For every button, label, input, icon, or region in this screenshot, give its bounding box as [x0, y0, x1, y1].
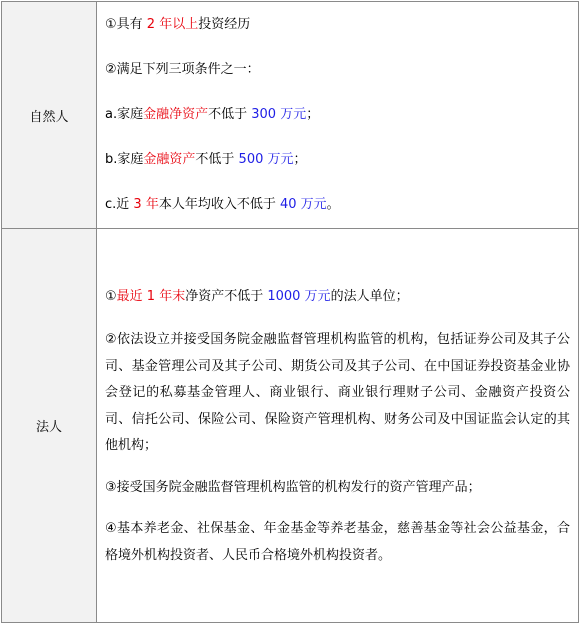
investor-criteria-table: [1, 1, 579, 623]
legal-person-item-1: [105, 282, 570, 312]
table-row-legal-person: [2, 229, 579, 623]
natural-person-condition-a: [105, 100, 570, 130]
highlight-term: 金融净资产: [143, 107, 209, 122]
text: ；: [293, 152, 307, 167]
legal-person-item-3: ③接受国务院金融监督管理机构监管的机构发行的资产管理产品；: [105, 479, 481, 495]
highlight-amount: 300 万元: [251, 107, 307, 122]
text: a.家庭: [105, 107, 144, 122]
text: 不低于: [195, 152, 239, 167]
highlight-amount: 40 万元: [279, 197, 327, 212]
natural-person-item-2: ②满足下列三项条件之一：: [105, 62, 260, 77]
text: 不低于: [208, 107, 252, 122]
highlight-amount: 1000 万元: [267, 289, 331, 304]
text: ①具有: [105, 17, 147, 32]
legal-person-item-4: ④基本养老金、社保基金、年金基金等养老基金，慈善基金等社会公益基金，合格境外机构投资者、人民币合格境外机构投资者。: [105, 521, 570, 563]
text: 。: [326, 197, 340, 212]
text: ①: [105, 289, 117, 304]
row-label-legal-person: 法人: [2, 229, 97, 623]
highlight-term: 最近 1 年末: [116, 289, 186, 304]
text: 本人年均收入不低于: [158, 197, 280, 212]
row-label-natural-person: 自然人: [2, 2, 97, 229]
text: b.家庭: [105, 152, 144, 167]
text: 投资经历: [198, 17, 251, 32]
table-row-natural-person: [2, 2, 579, 229]
natural-person-condition-c: [105, 190, 570, 220]
text: 净资产不低于: [185, 289, 268, 304]
legal-person-criteria: [97, 229, 579, 623]
natural-person-item-1: [105, 10, 570, 40]
natural-person-criteria: [97, 2, 579, 229]
text: c.近: [105, 197, 134, 212]
legal-person-item-2: ②依法设立并接受国务院金融监督管理机构监管的机构，包括证券公司及其子公司、基金管理公司及其子公司、期货公司及其子公司、在中国证券投资基金业协会登记的私募基金管理人、商业银行、商业银行理财子公司、金融资产投资公司、信托公司、保险公司、保险资产管理机构、财务公司及中国证监会认定的其他机构；: [105, 332, 570, 453]
text: 的法人单位；: [330, 289, 409, 304]
natural-person-condition-b: [105, 145, 570, 175]
highlight-amount: 500 万元: [238, 152, 294, 167]
highlight-term: 3 年: [133, 197, 159, 212]
text: ；: [306, 107, 320, 122]
highlight-investment-years: 2 年以上: [146, 17, 199, 32]
highlight-term: 金融资产: [143, 152, 196, 167]
